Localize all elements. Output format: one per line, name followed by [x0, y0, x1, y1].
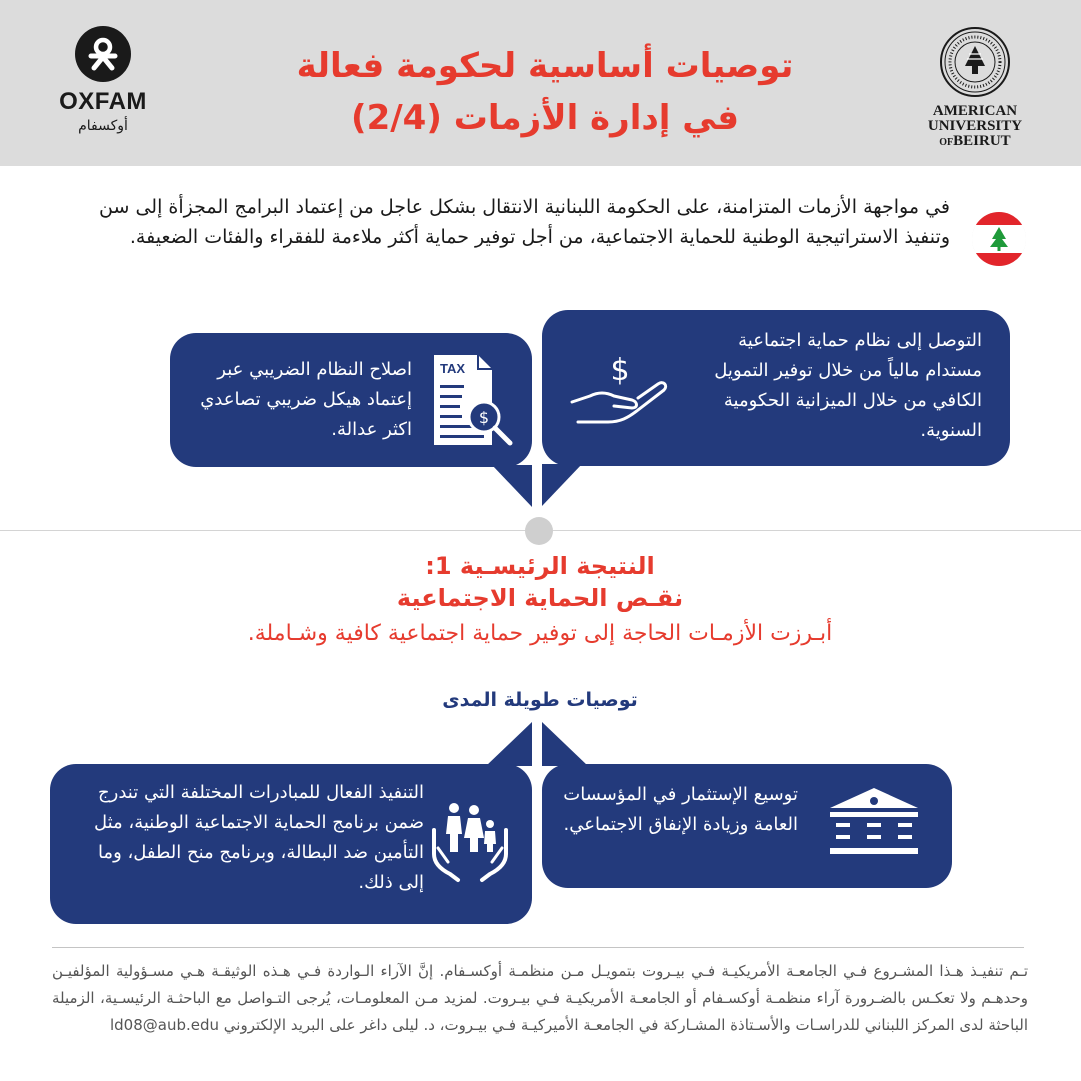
card-social-programs: [50, 764, 532, 924]
page-title: [200, 40, 890, 144]
oxfam-logo: [58, 26, 148, 134]
aub-logo: [900, 26, 1050, 150]
divider-dot: [525, 517, 553, 545]
key-finding-description: أبـرزت الأزمـات الحاجة إلى توفير حماية اجتماعية كافية وشـاملة.: [247, 621, 833, 646]
intro-paragraph: في مواجهة الأزمات المتزامنة، على الحكومة اللبنانية الانتقال بشكل عاجل من إعتماد البرامج المجزأة إلى سن وتنفيذ الاستراتيجية الوطنية للحماية الاجتماعية، من أجل توفير حماية أكثر ملاءمة للفقراء والفئات الضعيفة.: [99, 196, 950, 248]
recommendations-label: توصيات طويلة المدى: [442, 689, 638, 711]
oxfam-logo-icon: [75, 26, 131, 82]
title-line-1: توصيات أساسية لحكومة فعالة: [296, 46, 794, 86]
hand-dollar-icon: [568, 350, 672, 430]
card-text: التنفيذ الفعال للمبادرات المختلفة التي تندرج ضمن برنامج الحماية الاجتماعية الوطنية، مثل التأمين ضد البطالة، وبرنامج منح الطفل، وما إلى ذلك.: [93, 782, 424, 893]
svg-text:TAX: TAX: [440, 361, 466, 376]
aub-name: [900, 104, 1050, 150]
svg-text:$: $: [478, 408, 490, 427]
card-pointer: [542, 464, 582, 506]
aub-line-1: AMERICAN: [932, 103, 1018, 119]
aub-seal-icon: [939, 26, 1011, 98]
aub-of: OF: [939, 137, 954, 148]
oxfam-wordmark: OXFAM: [59, 88, 147, 115]
card-pointer: [486, 722, 532, 766]
tax-document-icon: [432, 353, 514, 449]
card-pointer: [492, 465, 532, 507]
card-public-investment: [542, 764, 952, 888]
family-hands-icon: [430, 800, 510, 886]
header-bar: [0, 0, 1081, 166]
key-finding-title: [240, 550, 840, 614]
government-building-icon: [824, 786, 924, 866]
card-sustainable-funding: [542, 310, 1010, 466]
card-text: التوصل إلى نظام حماية اجتماعية مستدام مالياً من خلال توفير التمويل الكافي من خلال الميزانية الحكومية السنوية.: [714, 330, 982, 441]
aub-line-3: [900, 134, 1050, 150]
key-finding-heading: النتيجة الرئيسـية 1:: [425, 552, 655, 580]
card-text: توسيع الإستثمار في المؤسسات العامة وزيادة الإنفاق الاجتماعي.: [563, 784, 798, 835]
aub-line-2: UNIVERSITY: [927, 118, 1023, 134]
title-line-2: في إدارة الأزمات (2/4): [351, 98, 739, 138]
lebanon-flag-icon: [972, 212, 1026, 266]
card-tax-reform: [170, 333, 532, 467]
aub-beirut: BEIRUT: [953, 133, 1011, 149]
key-finding-subheading: نقـص الحماية الاجتماعية: [396, 584, 684, 612]
card-text: اصلاح النظام الضريبي عبر إعتماد هيكل ضريبي تصاعدي اكثر عدالة.: [200, 359, 412, 440]
footer-disclaimer: تـم تنفيـذ هـذا المشـروع فـي الجامعـة الأمريكيـة فـي بيـروت بتمويـل مـن منظمـة أوكسـفام. إنَّ الآراء الـواردة فـي هـذه الوثيقـة هـي مسـؤولية المؤلفيـن وحدهـم ولا تعكـس بالضـرورة آراء منظمـة أوكسـفام أو الجامعـة الأمريكيـة فـي بيـروت. لمزيد مـن المعلومـات، يُرجى التـواصل مع الباحثـة الرئيسـية، الزميلة الباحثة لدى المركز اللبناني للدراسـات والأسـتاذة المشـاركة في الجامعـة الأميركيـة فـي بيـروت، د. ليلى داغر على البريد الإلكتروني ld08@aub.edu: [52, 962, 1028, 1034]
card-pointer: [542, 722, 588, 766]
svg-text:$: $: [610, 353, 630, 388]
oxfam-wordmark-arabic: أوكسفام: [78, 118, 128, 134]
footer-divider: [52, 947, 1024, 948]
